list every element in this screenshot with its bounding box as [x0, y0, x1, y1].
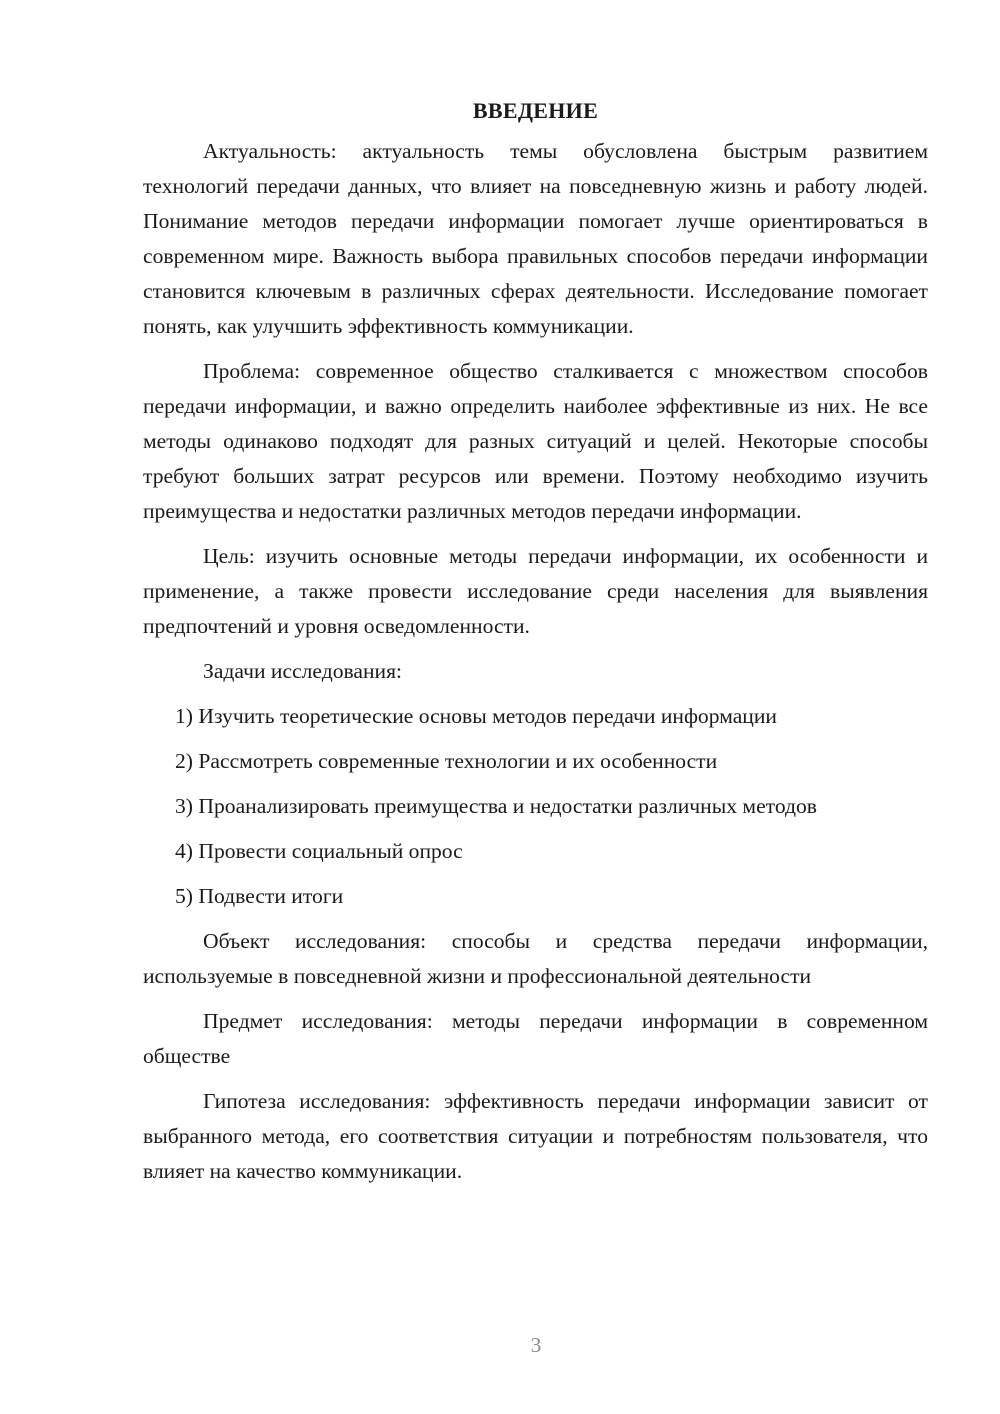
task-item-5: 5) Подвести итоги	[175, 884, 344, 908]
paragraph-hypothesis: Гипотеза исследования: эффективность передачи информации зависит от выбранного метода, его соответствия ситуации и потребностям пользователя, что влияет на качество коммуникации.	[143, 1089, 928, 1183]
tasks-label: Задачи исследования:	[203, 659, 403, 683]
paragraph-goal: Цель: изучить основные методы передачи информации, их особенности и применение, а также провести исследование среди населения для выявления предпочтений и уровня осведомленности.	[143, 544, 928, 638]
tasks-list	[143, 699, 928, 914]
paragraph-object: Объект исследования: способы и средства передачи информации, используемые в повседневной жизни и профессиональной деятельности	[143, 929, 928, 988]
document-page	[143, 93, 928, 1199]
task-item-1: 1) Изучить теоретические основы методов передачи информации	[175, 704, 777, 728]
paragraph-relevance: Актуальность: актуальность темы обусловлена быстрым развитием технологий передачи данных, что влияет на повседневную жизнь и работу людей. Понимание методов передачи информации помогает лучше ориентироваться в современном мире. Важность выбора правильных способов передачи информации становится ключевым в различных сферах деятельности. Исследование помогает понять, как улучшить эффективность коммуникации.	[143, 139, 928, 338]
task-item-2: 2) Рассмотреть современные технологии и их особенности	[175, 749, 718, 773]
paragraph-subject: Предмет исследования: методы передачи информации в современном обществе	[143, 1009, 928, 1068]
task-item-3: 3) Проанализировать преимущества и недостатки различных методов	[175, 794, 817, 818]
paragraph-problem: Проблема: современное общество сталкивается с множеством способов передачи информации, и важно определить наиболее эффективные из них. Не все методы одинаково подходят для разных ситуаций и целей. Некоторые способы требуют больших затрат ресурсов или времени. Поэтому необходимо изучить преимущества и недостатки различных методов передачи информации.	[143, 359, 928, 523]
task-item-4: 4) Провести социальный опрос	[175, 839, 463, 863]
page-number: 3	[530, 1333, 542, 1357]
section-title: ВВЕДЕНИЕ	[472, 98, 599, 123]
